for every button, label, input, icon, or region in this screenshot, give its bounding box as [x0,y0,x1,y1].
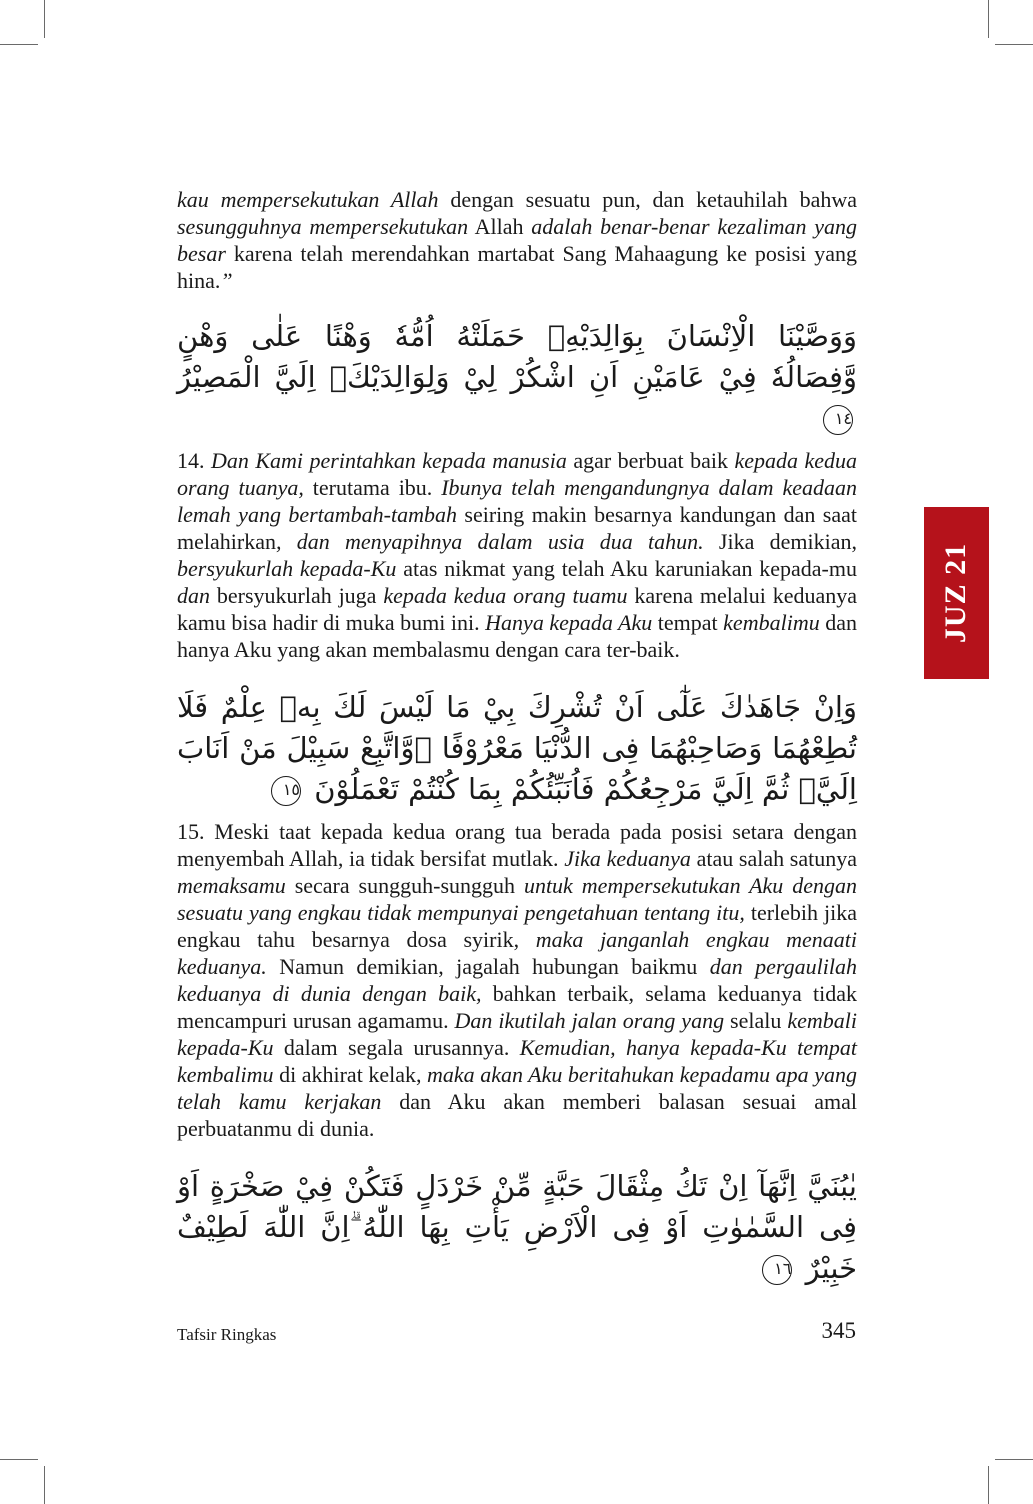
arabic-verse-15: وَاِنْ جَاهَدٰكَ عَلٰٓى اَنْ تُشْرِكَ بِيْ مَا لَيْسَ لَكَ بِهٖ عِلْمٌ فَلَا تُطِعْهُمَا وَصَاحِبْهُمَا فِى الدُّنْيَا مَعْرُوْفًا ۖوَّاتَّبِعْ سَبِيْلَ مَنْ اَنَابَ اِلَيَّۚ ثُمَّ اِلَيَّ مَرْجِعُكُمْ فَاُنَبِّئُكُمْ بِمَا كُنْتُمْ تَعْمَلُوْنَ ١٥ [177,690,857,806]
crop-mark [995,44,1033,45]
book-title: Tafsir Ringkas [177,1325,277,1344]
crop-mark [44,0,45,38]
juz-side-tab [924,507,989,679]
crop-mark [988,1466,989,1504]
intro-paragraph: kau mempersekutukan Allah dengan sesuatu pun, dan ketauhilah bahwa sesungguhnya mempersekutukan Allah adalah benar-benar kezaliman yang besar karena telah merendahkan martabat Sang Mahaagung ke posisi yang hina.” [177,187,857,293]
ayah-number-icon: ١٦ [762,1255,792,1285]
crop-mark [0,44,38,45]
page-number: 345 [821,1318,856,1343]
juz-label: JUZ 21 [939,542,973,644]
ayah-number-icon: ١٥ [271,776,301,806]
crop-mark [44,1466,45,1504]
translation-verse-15: 15. Meski taat kepada kedua orang tua berada pada posisi setara dengan menyembah Allah, ia tidak bersifat mutlak. Jika keduanya atau salah satunya memaksamu secara sungguh-sungguh untuk mempersekutukan Aku dengan sesuatu yang engkau tidak mempunyai pengetahuan tentang itu, terlebih jika engkau tahu besarnya dosa syirik, maka janganlah engkau menaati keduanya. Namun demikian, jagalah hubungan baikmu dan pergaulilah keduanya di dunia dengan baik, bahkan terbaik, selama keduanya tidak mencampuri urusan agamamu. Dan ikutilah jalan orang yang selalu kembali kepada-Ku dalam segala urusannya. Kemudian, hanya kepada-Ku tempat kembalimu di akhirat kelak, maka akan Aku beritahukan kepadamu apa yang telah kamu kerjakan dan Aku akan memberi balasan sesuai amal perbuatanmu di dunia. [177,819,858,1141]
arabic-verse-16: يٰبُنَيَّ اِنَّهَآ اِنْ تَكُ مِثْقَالَ حَبَّةٍ مِّنْ خَرْدَلٍ فَتَكُنْ فِيْ صَخْرَةٍ اَوْ فِى السَّمٰوٰتِ اَوْ فِى الْاَرْضِ يَأْتِ بِهَا اللّٰهُ ۗاِنَّ اللّٰهَ لَطِيْفٌ خَبِيْرٌ ١٦ [177,1169,857,1285]
page-content [177,186,857,1297]
crop-mark [0,1459,38,1460]
crop-mark [995,1459,1033,1460]
arabic-verse-14: وَوَصَّيْنَا الْاِنْسَانَ بِوَالِدَيْهِۚ حَمَلَتْهُ اُمُّهٗ وَهْنًا عَلٰى وَهْنٍ وَّفِصَالُهٗ فِيْ عَامَيْنِ اَنِ اشْكُرْ لِيْ وَلِوَالِدَيْكَۗ اِلَيَّ الْمَصِيْرُ ١٤ [177,316,857,439]
ayah-number-icon: ١٤ [823,405,853,435]
crop-mark [988,0,989,38]
translation-verse-14: 14. Dan Kami perintahkan kepada manusia agar berbuat baik kepada kedua orang tuanya, terutama ibu. Ibunya telah mengandungnya dalam keadaan lemah yang bertambah-tambah seiring makin besarnya kandungan dan saat melahirkan, dan menyapihnya dalam usia dua tahun. Jika demikian, bersyukurlah kepada-Ku atas nikmat yang telah Aku karuniakan kepada-mu dan bersyukurlah juga kepada kedua orang tuamu karena melalui keduanya kamu bisa hadir di muka bumi ini. Hanya kepada Aku tempat kembalimu dan hanya Aku yang akan membalasmu dengan cara ter-baik. [177,448,858,662]
